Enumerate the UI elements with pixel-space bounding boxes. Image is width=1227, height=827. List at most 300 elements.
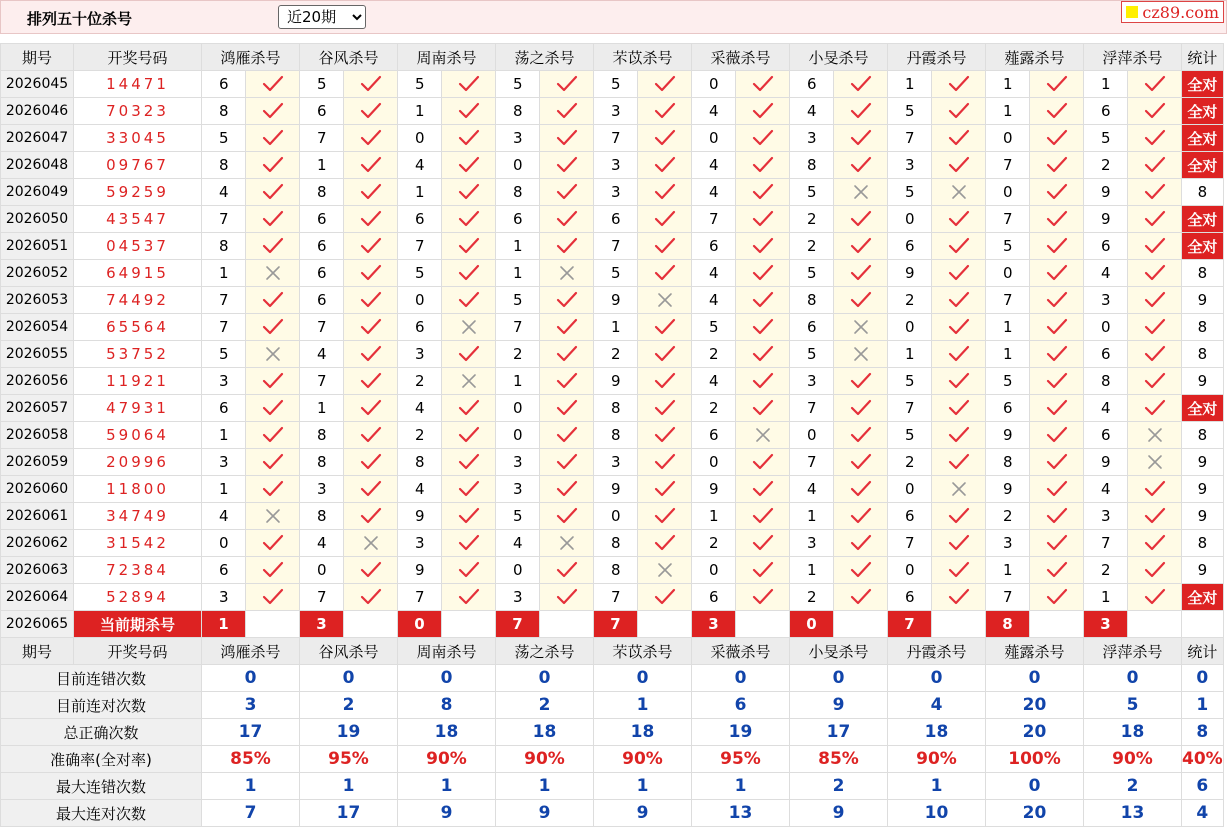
result-mark-cell xyxy=(932,341,986,368)
check-icon xyxy=(1144,129,1166,147)
check-icon xyxy=(360,480,382,498)
check-icon xyxy=(948,399,970,417)
kill-number-cell: 8 xyxy=(790,287,834,314)
winning-number-cell: 31542 xyxy=(74,530,202,557)
cross-icon xyxy=(264,507,282,525)
kill-number-cell: 2 xyxy=(594,341,638,368)
cross-icon xyxy=(264,264,282,282)
result-mark-cell xyxy=(834,449,888,476)
kill-number-cell: 6 xyxy=(888,503,932,530)
kill-number-cell: 5 xyxy=(398,71,442,98)
check-icon xyxy=(458,345,480,363)
result-mark-cell xyxy=(638,503,692,530)
result-mark-cell xyxy=(246,395,300,422)
result-mark-cell xyxy=(932,395,986,422)
total-cell: 全对 xyxy=(1182,152,1224,179)
kill-number-cell: 8 xyxy=(300,422,344,449)
result-mark-cell xyxy=(1030,98,1084,125)
result-mark-cell xyxy=(344,422,398,449)
check-icon xyxy=(262,480,284,498)
stats-value: 0 xyxy=(1182,665,1224,692)
period-cell: 2026057 xyxy=(1,395,74,422)
winning-number-cell: 72384 xyxy=(74,557,202,584)
kill-number-cell: 2 xyxy=(790,584,834,611)
kill-number-cell: 0 xyxy=(692,125,736,152)
winning-number-cell: 70323 xyxy=(74,98,202,125)
check-icon xyxy=(360,318,382,336)
result-mark-cell xyxy=(540,179,594,206)
check-icon xyxy=(1144,507,1166,525)
check-icon xyxy=(556,210,578,228)
kill-number-cell: 8 xyxy=(1084,368,1128,395)
check-icon xyxy=(556,237,578,255)
check-icon xyxy=(360,426,382,444)
check-icon xyxy=(752,102,774,120)
stats-value: 90% xyxy=(1084,746,1182,773)
result-mark-cell xyxy=(736,503,790,530)
cross-icon xyxy=(558,264,576,282)
result-mark-cell xyxy=(442,98,496,125)
site-logo[interactable] xyxy=(1121,1,1224,23)
stats-value: 90% xyxy=(594,746,692,773)
result-mark-cell xyxy=(1128,152,1182,179)
check-icon xyxy=(850,426,872,444)
result-mark-cell xyxy=(1128,422,1182,449)
kill-number-cell: 6 xyxy=(398,314,442,341)
result-mark-cell xyxy=(638,260,692,287)
kill-number-cell: 8 xyxy=(496,98,540,125)
result-mark-cell xyxy=(1030,179,1084,206)
result-mark-cell xyxy=(736,368,790,395)
stats-value: 8 xyxy=(398,692,496,719)
result-mark-cell xyxy=(540,287,594,314)
result-mark-cell xyxy=(1030,341,1084,368)
result-mark-cell xyxy=(1128,206,1182,233)
result-mark-cell xyxy=(834,584,888,611)
stats-value: 95% xyxy=(692,746,790,773)
kill-number-cell: 0 xyxy=(888,206,932,233)
kill-number-cell: 7 xyxy=(398,233,442,260)
period-cell: 2026061 xyxy=(1,503,74,530)
check-icon xyxy=(1046,372,1068,390)
period-cell: 2026052 xyxy=(1,260,74,287)
result-mark-cell xyxy=(638,98,692,125)
kill-number-cell: 3 xyxy=(202,368,246,395)
result-mark-cell xyxy=(1030,557,1084,584)
empty-cell xyxy=(344,611,398,638)
check-icon xyxy=(360,156,382,174)
period-cell: 2026049 xyxy=(1,179,74,206)
result-mark-cell xyxy=(834,98,888,125)
table-row xyxy=(1,503,1224,530)
stats-value: 1 xyxy=(594,692,692,719)
stats-value: 1 xyxy=(692,773,790,800)
check-icon xyxy=(654,426,676,444)
kill-number-cell: 0 xyxy=(888,314,932,341)
check-icon xyxy=(1046,237,1068,255)
empty-cell xyxy=(1128,611,1182,638)
table-row xyxy=(1,233,1224,260)
result-mark-cell xyxy=(638,341,692,368)
kill-number-cell: 4 xyxy=(790,98,834,125)
kill-number-cell: 4 xyxy=(692,179,736,206)
check-icon xyxy=(360,453,382,471)
result-mark-cell xyxy=(1030,476,1084,503)
cross-icon xyxy=(460,318,478,336)
result-mark-cell xyxy=(638,152,692,179)
column-expert: 鸿雁杀号 xyxy=(202,638,300,665)
kill-number-cell: 7 xyxy=(790,449,834,476)
kill-number-cell: 3 xyxy=(398,530,442,557)
check-icon xyxy=(850,264,872,282)
top-bar xyxy=(0,0,1227,34)
check-icon xyxy=(654,264,676,282)
kill-number-cell: 7 xyxy=(594,584,638,611)
check-icon xyxy=(458,399,480,417)
kill-number-cell: 5 xyxy=(496,71,540,98)
check-icon xyxy=(850,372,872,390)
kill-number-cell: 6 xyxy=(692,584,736,611)
kill-number-cell: 4 xyxy=(790,476,834,503)
result-mark-cell xyxy=(736,449,790,476)
result-mark-cell xyxy=(736,287,790,314)
kill-number-cell: 8 xyxy=(594,422,638,449)
winning-number-cell: 14471 xyxy=(74,71,202,98)
result-mark-cell xyxy=(344,395,398,422)
kill-number-cell: 0 xyxy=(986,125,1030,152)
result-mark-cell xyxy=(540,557,594,584)
total-cell: 9 xyxy=(1182,476,1224,503)
kill-number-cell: 3 xyxy=(496,449,540,476)
kill-number-cell: 4 xyxy=(398,152,442,179)
result-mark-cell xyxy=(638,179,692,206)
kill-number-cell: 3 xyxy=(790,125,834,152)
kill-number-cell: 5 xyxy=(594,71,638,98)
result-mark-cell xyxy=(442,314,496,341)
result-mark-cell xyxy=(442,152,496,179)
kill-number-cell: 0 xyxy=(398,125,442,152)
kill-number-cell: 5 xyxy=(202,125,246,152)
check-icon xyxy=(1046,210,1068,228)
stats-value: 0 xyxy=(398,665,496,692)
kill-number-cell: 2 xyxy=(398,422,442,449)
check-icon xyxy=(1046,453,1068,471)
result-mark-cell xyxy=(638,125,692,152)
kill-number-cell: 5 xyxy=(790,341,834,368)
table-row xyxy=(1,260,1224,287)
stats-value: 1 xyxy=(398,773,496,800)
stats-value: 95% xyxy=(300,746,398,773)
column-expert: 浮萍杀号 xyxy=(1084,638,1182,665)
kill-number-cell: 4 xyxy=(300,341,344,368)
kill-number-cell: 3 xyxy=(1084,287,1128,314)
kill-number-cell: 1 xyxy=(300,395,344,422)
check-icon xyxy=(654,75,676,93)
kill-number-cell: 3 xyxy=(496,584,540,611)
table-row xyxy=(1,152,1224,179)
stats-value: 9 xyxy=(790,692,888,719)
stats-row xyxy=(1,746,1224,773)
kill-number-cell: 8 xyxy=(986,449,1030,476)
check-icon xyxy=(850,480,872,498)
check-icon xyxy=(1144,372,1166,390)
stats-value: 6 xyxy=(1182,773,1224,800)
stats-value: 90% xyxy=(398,746,496,773)
kill-number-cell: 3 xyxy=(398,341,442,368)
check-icon xyxy=(458,588,480,606)
cross-icon xyxy=(852,183,870,201)
check-icon xyxy=(556,399,578,417)
result-mark-cell xyxy=(638,449,692,476)
result-mark-cell xyxy=(442,233,496,260)
kill-number-cell: 6 xyxy=(594,206,638,233)
kill-number-cell: 7 xyxy=(300,584,344,611)
check-icon xyxy=(262,291,284,309)
check-icon xyxy=(752,372,774,390)
result-mark-cell xyxy=(1128,584,1182,611)
check-icon xyxy=(556,345,578,363)
current-kill-badge: 3 xyxy=(1084,611,1128,638)
total-cell: 8 xyxy=(1182,530,1224,557)
table-row xyxy=(1,368,1224,395)
result-mark-cell xyxy=(1030,233,1084,260)
result-mark-cell xyxy=(1128,98,1182,125)
result-mark-cell xyxy=(638,422,692,449)
kill-number-cell: 9 xyxy=(986,476,1030,503)
result-mark-cell xyxy=(1030,368,1084,395)
winning-number-cell: 59064 xyxy=(74,422,202,449)
kill-number-cell: 1 xyxy=(986,557,1030,584)
empty-cell xyxy=(442,611,496,638)
check-icon xyxy=(360,345,382,363)
total-cell: 8 xyxy=(1182,341,1224,368)
kill-number-cell: 9 xyxy=(692,476,736,503)
check-icon xyxy=(948,129,970,147)
check-icon xyxy=(1046,156,1068,174)
stats-value: 2 xyxy=(790,773,888,800)
kill-number-cell: 9 xyxy=(594,368,638,395)
check-icon xyxy=(262,372,284,390)
kill-number-cell: 2 xyxy=(692,530,736,557)
kill-number-cell: 7 xyxy=(398,584,442,611)
total-cell: 全对 xyxy=(1182,71,1224,98)
check-icon xyxy=(654,345,676,363)
check-icon xyxy=(850,561,872,579)
column-expert: 小旻杀号 xyxy=(790,44,888,71)
check-icon xyxy=(654,507,676,525)
check-icon xyxy=(1144,237,1166,255)
kill-number-cell: 9 xyxy=(1084,179,1128,206)
current-kill-badge: 7 xyxy=(594,611,638,638)
column-period: 期号 xyxy=(1,638,74,665)
result-mark-cell xyxy=(1030,152,1084,179)
result-mark-cell xyxy=(442,422,496,449)
check-icon xyxy=(458,453,480,471)
kill-number-cell: 1 xyxy=(986,341,1030,368)
result-mark-cell xyxy=(736,260,790,287)
result-mark-cell xyxy=(1128,233,1182,260)
result-mark-cell xyxy=(344,530,398,557)
total-cell: 全对 xyxy=(1182,395,1224,422)
result-mark-cell xyxy=(638,395,692,422)
kill-number-cell: 6 xyxy=(1084,98,1128,125)
result-mark-cell xyxy=(540,530,594,557)
kill-number-cell: 8 xyxy=(790,152,834,179)
winning-number-cell: 20996 xyxy=(74,449,202,476)
total-cell: 全对 xyxy=(1182,98,1224,125)
kill-number-cell: 9 xyxy=(594,476,638,503)
winning-number-cell: 09767 xyxy=(74,152,202,179)
check-icon xyxy=(948,453,970,471)
result-mark-cell xyxy=(540,206,594,233)
check-icon xyxy=(752,507,774,525)
kill-number-cell: 2 xyxy=(986,503,1030,530)
result-mark-cell xyxy=(540,368,594,395)
stats-value: 10 xyxy=(888,800,986,827)
result-mark-cell xyxy=(932,584,986,611)
check-icon xyxy=(752,399,774,417)
result-mark-cell xyxy=(246,530,300,557)
check-icon xyxy=(850,534,872,552)
kill-number-cell: 0 xyxy=(496,152,540,179)
result-mark-cell xyxy=(1128,368,1182,395)
result-mark-cell xyxy=(246,449,300,476)
check-icon xyxy=(556,318,578,336)
winning-number-cell: 04537 xyxy=(74,233,202,260)
result-mark-cell xyxy=(1128,179,1182,206)
result-mark-cell xyxy=(1030,287,1084,314)
winning-number-cell: 52894 xyxy=(74,584,202,611)
kill-number-cell: 1 xyxy=(1084,584,1128,611)
kill-number-cell: 1 xyxy=(398,179,442,206)
kill-number-cell: 5 xyxy=(496,503,540,530)
check-icon xyxy=(1046,129,1068,147)
check-icon xyxy=(1046,588,1068,606)
kill-number-cell: 6 xyxy=(790,71,834,98)
check-icon xyxy=(654,102,676,120)
total-cell: 8 xyxy=(1182,314,1224,341)
check-icon xyxy=(360,264,382,282)
result-mark-cell xyxy=(834,314,888,341)
stats-value: 18 xyxy=(496,719,594,746)
result-mark-cell xyxy=(246,476,300,503)
result-mark-cell xyxy=(540,314,594,341)
result-mark-cell xyxy=(736,71,790,98)
check-icon xyxy=(948,156,970,174)
result-mark-cell xyxy=(736,557,790,584)
stats-value: 9 xyxy=(496,800,594,827)
kill-number-cell: 6 xyxy=(300,233,344,260)
header-row xyxy=(1,638,1224,665)
check-icon xyxy=(556,183,578,201)
result-mark-cell xyxy=(638,584,692,611)
stats-value: 2 xyxy=(1084,773,1182,800)
stats-value: 0 xyxy=(986,773,1084,800)
winning-number-cell: 33045 xyxy=(74,125,202,152)
kill-number-cell: 6 xyxy=(888,233,932,260)
result-mark-cell xyxy=(344,71,398,98)
result-mark-cell xyxy=(638,287,692,314)
result-mark-cell xyxy=(540,98,594,125)
kill-number-cell: 2 xyxy=(790,233,834,260)
result-mark-cell xyxy=(246,206,300,233)
period-cell: 2026058 xyxy=(1,422,74,449)
kill-number-cell: 7 xyxy=(1084,530,1128,557)
kill-number-cell: 0 xyxy=(496,422,540,449)
result-mark-cell xyxy=(540,260,594,287)
check-icon xyxy=(1144,210,1166,228)
current-kill-badge: 3 xyxy=(300,611,344,638)
stats-row xyxy=(1,800,1224,827)
stats-value: 85% xyxy=(790,746,888,773)
total-cell: 全对 xyxy=(1182,206,1224,233)
check-icon xyxy=(458,507,480,525)
result-mark-cell xyxy=(736,584,790,611)
result-mark-cell xyxy=(246,314,300,341)
stats-value: 20 xyxy=(986,800,1084,827)
result-mark-cell xyxy=(736,341,790,368)
result-mark-cell xyxy=(344,449,398,476)
result-mark-cell xyxy=(344,179,398,206)
table-row xyxy=(1,395,1224,422)
result-mark-cell xyxy=(1030,260,1084,287)
check-icon xyxy=(1046,318,1068,336)
stats-value: 18 xyxy=(594,719,692,746)
winning-number-cell: 64915 xyxy=(74,260,202,287)
result-mark-cell xyxy=(638,530,692,557)
logo-square-icon xyxy=(1126,6,1138,18)
check-icon xyxy=(360,183,382,201)
column-expert: 薤露杀号 xyxy=(986,638,1084,665)
result-mark-cell xyxy=(540,449,594,476)
stats-value: 0 xyxy=(496,665,594,692)
check-icon xyxy=(752,561,774,579)
result-mark-cell xyxy=(1128,287,1182,314)
column-expert: 周南杀号 xyxy=(398,638,496,665)
column-expert: 芣苡杀号 xyxy=(594,638,692,665)
table-row xyxy=(1,557,1224,584)
result-mark-cell xyxy=(540,233,594,260)
kill-number-cell: 2 xyxy=(398,368,442,395)
period-range-select[interactable] xyxy=(278,5,366,29)
kill-number-cell: 3 xyxy=(594,449,638,476)
kill-number-cell: 4 xyxy=(1084,260,1128,287)
check-icon xyxy=(556,102,578,120)
cross-icon xyxy=(852,345,870,363)
column-expert: 小旻杀号 xyxy=(790,638,888,665)
check-icon xyxy=(1144,291,1166,309)
check-icon xyxy=(1046,102,1068,120)
check-icon xyxy=(850,102,872,120)
kill-number-cell: 4 xyxy=(692,152,736,179)
kill-number-cell: 2 xyxy=(496,341,540,368)
result-mark-cell xyxy=(834,476,888,503)
total-cell: 8 xyxy=(1182,422,1224,449)
result-mark-cell xyxy=(932,422,986,449)
kill-number-cell: 5 xyxy=(692,314,736,341)
result-mark-cell xyxy=(540,422,594,449)
cross-icon xyxy=(1146,426,1164,444)
kill-number-cell: 4 xyxy=(692,368,736,395)
column-expert: 丹霞杀号 xyxy=(888,44,986,71)
kill-number-cell: 7 xyxy=(986,152,1030,179)
current-period-row xyxy=(1,611,1224,638)
column-expert: 薤露杀号 xyxy=(986,44,1084,71)
check-icon xyxy=(948,534,970,552)
result-mark-cell xyxy=(344,260,398,287)
winning-number-cell: 11800 xyxy=(74,476,202,503)
check-icon xyxy=(360,102,382,120)
